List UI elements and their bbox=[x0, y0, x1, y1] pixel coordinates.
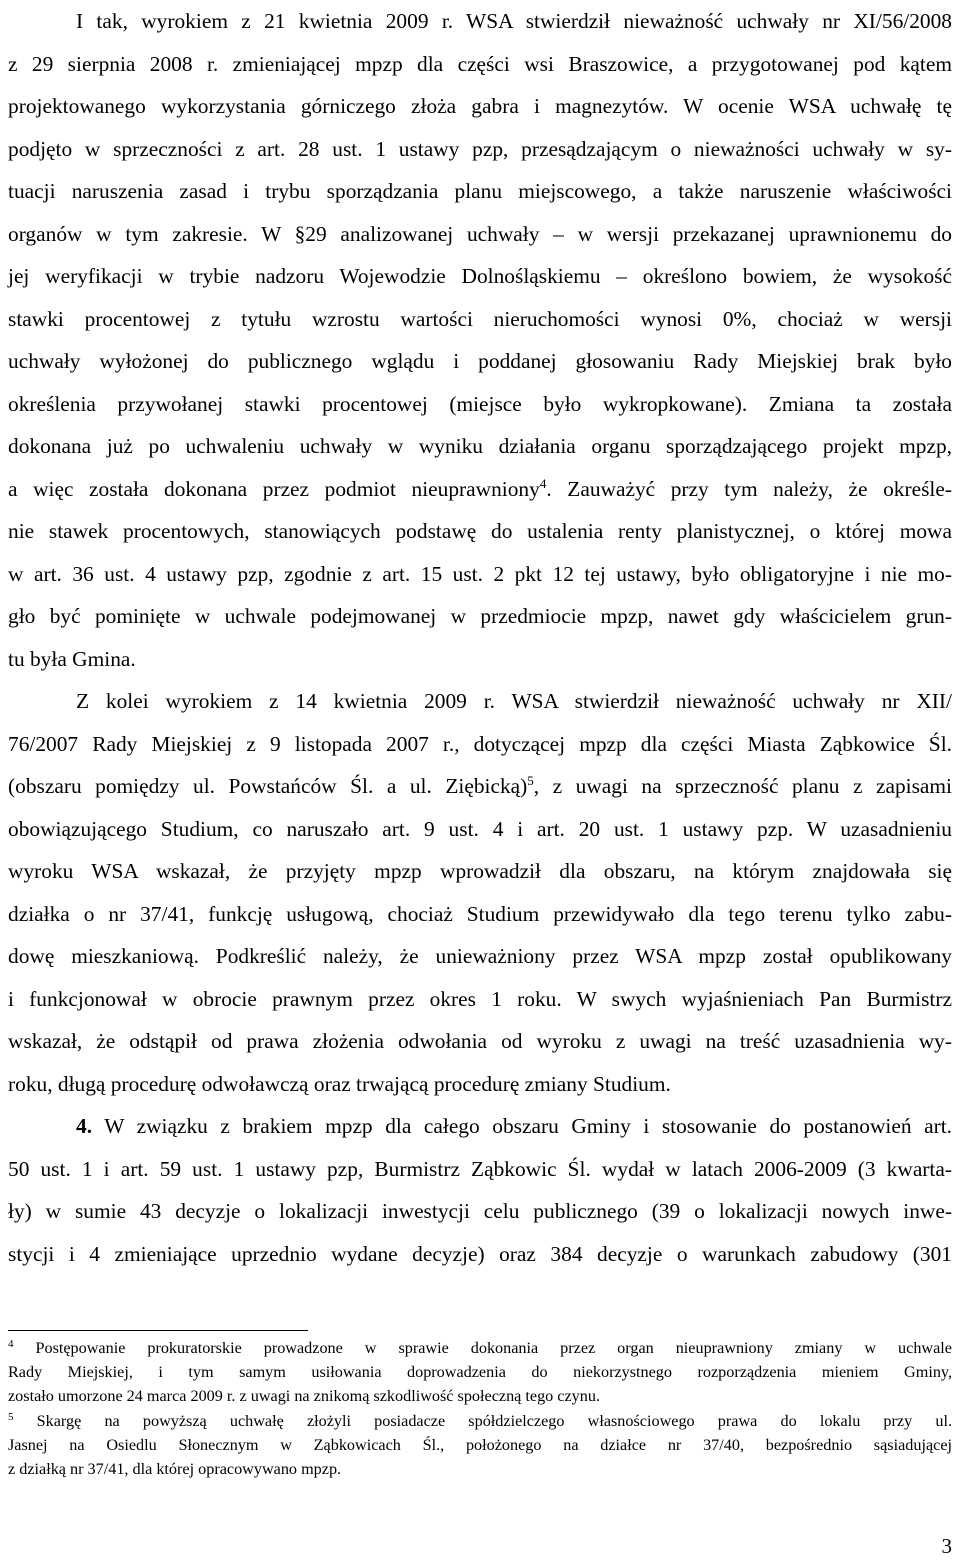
text-line: obowiązującego Studium, co naruszało art. 9 ust. 4 i art. 20 ust. 1 ustawy pzp. W uzasadnieniu bbox=[8, 816, 952, 841]
text-line: dowę mieszkaniową. Podkreślić należy, że unieważniony przez WSA mpzp został opublikowany bbox=[8, 944, 952, 968]
footnote-separator bbox=[8, 1330, 308, 1331]
footnote-number: 4 bbox=[8, 1338, 14, 1350]
text-line: uchwały wyłożonej do publicznego wglądu i poddanej głosowaniu Rady Miejskiej brak było bbox=[8, 349, 952, 373]
text-line bbox=[8, 468, 952, 511]
text-line bbox=[8, 1105, 952, 1148]
text-line: wskazał, że odstąpił od prawa złożenia odwołania od wyroku z uwagi na treść uzasadnienia wy- bbox=[8, 1029, 952, 1053]
text-segment: Skargę na powyższą uchwałę złożyli posiadacze spółdzielczego własnościowego prawa do lokalu przy ul. bbox=[13, 1411, 952, 1430]
text-line: stycji i 4 zmieniające uprzednio wydane decyzje) oraz 384 decyzje o warunkach zabudowy (301 bbox=[8, 1241, 952, 1266]
text-line: wyroku WSA wskazał, że przyjęty mpzp wprowadził dla obszaru, na którym znajdowała się bbox=[8, 859, 952, 883]
text-segment: , z uwagi na sprzeczność planu z zapisami bbox=[533, 774, 952, 798]
footnote-number: 5 bbox=[8, 1410, 14, 1423]
footnote-line: z działką nr 37/41, dla której opracowywano mpzp. bbox=[8, 1459, 342, 1478]
text-line: i funkcjonował w obrocie prawnym przez okres 1 roku. W swych wyjaśnieniach Pan Burmistrz bbox=[8, 986, 952, 1011]
text-line: I tak, wyrokiem z 21 kwietnia 2009 r. WSA stwierdził nieważność uchwały nr XI/56/2008 bbox=[76, 9, 952, 33]
text-line: określenia przywołanej stawki procentowej (miejsce było wykropkowane). Zmiana ta została bbox=[8, 391, 952, 416]
text-line: ły) w sumie 43 decyzje o lokalizacji inwestycji celu publicznego (39 o lokalizacji nowych inwe- bbox=[8, 1199, 952, 1223]
page-number: 3 bbox=[941, 1534, 952, 1558]
text-line: działka o nr 37/41, funkcję usługową, chociaż Studium przewidywało dla tego terenu tylko zabu- bbox=[8, 901, 952, 926]
text-line: podjęto w sprzeczności z art. 28 ust. 1 ustawy pzp, przesądzającym o nieważności uchwały w sy- bbox=[8, 136, 952, 161]
paragraph-2 bbox=[8, 680, 952, 1105]
footnote-ref-4[interactable]: 4 bbox=[539, 475, 547, 491]
footnote-line bbox=[8, 1336, 952, 1360]
footnote-4 bbox=[8, 1336, 952, 1409]
text-line: 50 ust. 1 i art. 59 ust. 1 ustawy pzp, Burmistrz Ząbkowic Śl. wydał w latach 2006-2009 (3 kwarta- bbox=[8, 1156, 952, 1181]
text-segment: Postępowanie prokuratorskie prowadzone w sprawie dokonania przez organ nieuprawniony zmiany w uchwale bbox=[13, 1339, 952, 1357]
text-segment: a więc została dokonana przez podmiot nieuprawniony bbox=[8, 476, 540, 501]
footnote-ref-5[interactable]: 5 bbox=[527, 773, 534, 788]
text-line: stawki procentowej z tytułu wzrostu wartości nieruchomości wynosi 0%, chociaż w wersji bbox=[8, 306, 952, 331]
text-line: organów w tym zakresie. W §29 analizowanej uchwały – w wersji przekazanej uprawnionemu do bbox=[8, 221, 952, 246]
paragraph-3 bbox=[8, 1105, 952, 1275]
text-segment: (obszaru pomiędzy ul. Powstańców Śl. a ul. Ziębicką) bbox=[8, 774, 528, 798]
body-text bbox=[8, 0, 952, 1275]
footnote-line: zostało umorzone 24 marca 2009 r. z uwagi na znikomą szkodliwość społeczną tego czynu. bbox=[8, 1387, 601, 1406]
text-line: 76/2007 Rady Miejskiej z 9 listopada 2007 r., dotyczącej mpzp dla części Miasta Ząbkowice Śl. bbox=[8, 731, 952, 756]
text-line: z 29 sierpnia 2008 r. zmieniającej mpzp dla części wsi Braszowice, a przygotowanej pod kątem bbox=[8, 51, 952, 76]
text-line: roku, długą procedurę odwoławczą oraz trwającą procedurę zmiany Studium. bbox=[8, 1071, 671, 1096]
text-line: projektowanego wykorzystania górniczego złoża gabra i magnezytów. W ocenie WSA uchwałę tę bbox=[8, 94, 952, 118]
text-segment: W związku z brakiem mpzp dla całego obszaru Gminy i stosowanie do postanowień art. bbox=[92, 1114, 952, 1138]
text-line: tuacji naruszenia zasad i trybu sporządzania planu miejscowego, a także naruszenie właściwości bbox=[8, 179, 952, 203]
footnote-line: Rady Miejskiej, i tym samym usiłowania doprowadzenia do niekorzystnego rozporządzenia mieniem Gminy, bbox=[8, 1363, 952, 1382]
footnotes bbox=[8, 1336, 952, 1481]
text-line: Z kolei wyrokiem z 14 kwietnia 2009 r. WSA stwierdził nieważność uchwały nr XII/ bbox=[76, 689, 952, 713]
section-number: 4. bbox=[76, 1114, 93, 1138]
text-line: nie stawek procentowych, stanowiących podstawę do ustalenia renty planistycznej, o której mowa bbox=[8, 519, 952, 543]
text-segment: . Zauważyć przy tym należy, że określe- bbox=[546, 476, 952, 501]
text-line: w art. 36 ust. 4 ustawy pzp, zgodnie z art. 15 ust. 2 pkt 12 tej ustawy, było obligatoryjne i nie mo- bbox=[8, 561, 952, 586]
footnote-5 bbox=[8, 1409, 952, 1482]
text-line: tu była Gmina. bbox=[8, 646, 136, 671]
footnote-line: Jasnej na Osiedlu Słonecznym w Ząbkowicach Śl., położonego na działce nr 37/40, bezpośrednio sąsiadującej bbox=[8, 1435, 952, 1454]
text-line: jej weryfikacji w trybie nadzoru Wojewodzie Dolnośląskiemu – określono bowiem, że wysokość bbox=[8, 264, 952, 288]
text-line bbox=[8, 765, 952, 808]
text-line: gło być pominięte w uchwale podejmowanej w przedmiocie mpzp, nawet gdy właścicielem grun- bbox=[8, 604, 952, 628]
text-line: dokonana już po uchwaleniu uchwały w wyniku działania organu sporządzającego projekt mpzp, bbox=[8, 434, 952, 458]
paragraph-1 bbox=[8, 0, 952, 680]
footnote-line bbox=[8, 1409, 952, 1433]
